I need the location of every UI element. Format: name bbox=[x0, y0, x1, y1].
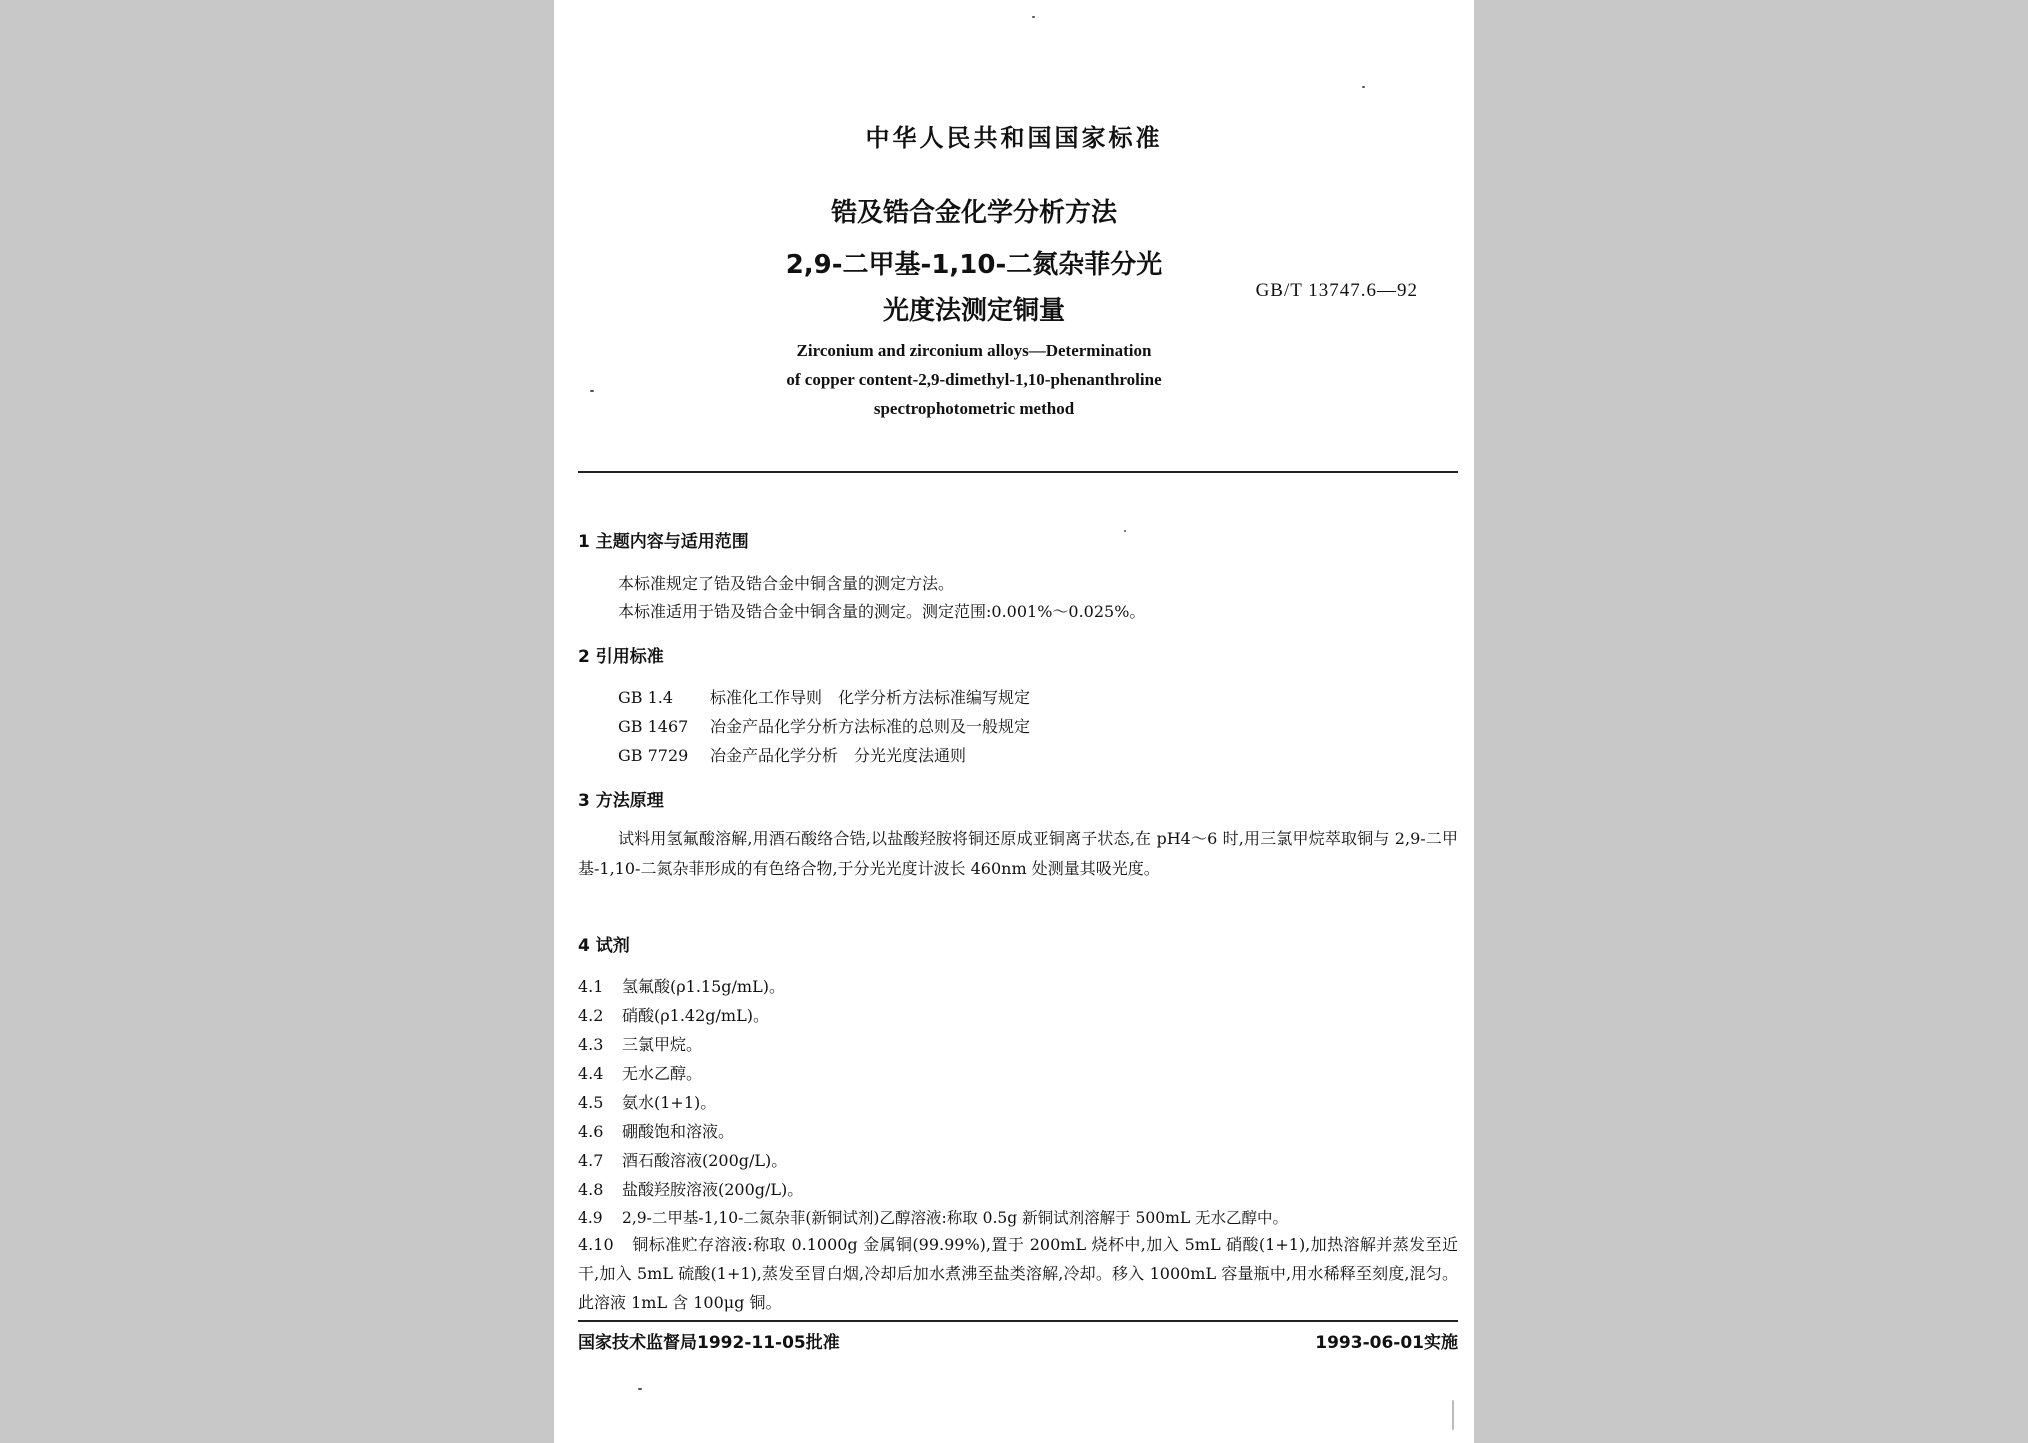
reagent-item bbox=[578, 974, 785, 997]
reagent-text: 硼酸饱和溶液。 bbox=[622, 1122, 735, 1141]
section-4-heading: 4 试剂 bbox=[578, 936, 630, 956]
scan-speck bbox=[1362, 86, 1365, 88]
scan-speck bbox=[1452, 1400, 1454, 1430]
reagent-text: 2,9-二甲基-1,10-二氮杂菲(新铜试剂)乙醇溶液:称取 0.5g 新铜试剂溶解于 500mL 无水乙醇中。 bbox=[622, 1209, 1289, 1227]
reagent-text: 无水乙醇。 bbox=[622, 1064, 703, 1083]
reagent-number: 4.5 bbox=[578, 1093, 604, 1112]
standard-code: GB/T 13747.6—92 bbox=[1255, 280, 1418, 301]
scan-speck bbox=[638, 1388, 642, 1390]
reference-code: GB 1.4 bbox=[618, 688, 674, 707]
reagent-item bbox=[578, 1090, 716, 1113]
reagent-number: 4.10 bbox=[578, 1235, 614, 1254]
reagent-text: 氢氟酸(ρ1.15g/mL)。 bbox=[622, 977, 785, 996]
title-en-line-1: Zirconium and zirconium alloys—Determination bbox=[796, 341, 1152, 360]
scan-speck bbox=[1032, 16, 1035, 18]
reagent-number: 4.2 bbox=[578, 1006, 604, 1025]
reference-code: GB 1467 bbox=[618, 717, 689, 736]
reagent-text: 酒石酸溶液(200g/L)。 bbox=[622, 1151, 788, 1170]
reagent-item bbox=[578, 1119, 734, 1142]
national-standard-heading: 中华人民共和国国家标准 bbox=[865, 124, 1163, 152]
reference-title: 标准化工作导则 化学分析方法标准编写规定 bbox=[710, 688, 1031, 707]
reagent-number: 4.1 bbox=[578, 977, 604, 996]
title-zh-line-3: 光度法测定铜量 bbox=[882, 296, 1065, 326]
reagent-item bbox=[578, 1003, 769, 1026]
reagent-item bbox=[578, 1148, 787, 1171]
title-zh-line-1: 锆及锆合金化学分析方法 bbox=[830, 198, 1117, 228]
reference-title: 冶金产品化学分析 分光光度法通则 bbox=[710, 746, 967, 765]
reagent-item bbox=[578, 1206, 1288, 1228]
scan-speck bbox=[590, 390, 594, 392]
implementation-date: 1993-06-01实施 bbox=[1315, 1333, 1458, 1353]
reagent-text: 氨水(1+1)。 bbox=[622, 1093, 717, 1112]
section-2-heading: 2 引用标准 bbox=[578, 647, 664, 667]
reference-item bbox=[618, 714, 1030, 737]
reference-item bbox=[618, 685, 1030, 708]
title-zh-line-2: 2,9-二甲基-1,10-二氮杂菲分光 bbox=[785, 250, 1163, 280]
reagent-text: 三氯甲烷。 bbox=[622, 1035, 703, 1054]
reference-code: GB 7729 bbox=[618, 746, 689, 765]
reference-item bbox=[618, 743, 966, 766]
reagent-item bbox=[578, 1177, 803, 1200]
scan-speck bbox=[1124, 530, 1126, 532]
section-1-line-2: 本标准适用于锆及锆合金中铜含量的测定。测定范围:0.001%～0.025%。 bbox=[618, 602, 1146, 621]
section-1-heading: 1 主题内容与适用范围 bbox=[578, 532, 749, 552]
reagent-number: 4.3 bbox=[578, 1035, 604, 1054]
reagent-text: 硝酸(ρ1.42g/mL)。 bbox=[622, 1006, 769, 1025]
reagent-number: 4.6 bbox=[578, 1122, 604, 1141]
section-3-heading: 3 方法原理 bbox=[578, 791, 664, 811]
footer-divider bbox=[578, 1320, 1458, 1322]
section-1-line-1: 本标准规定了锆及锆合金中铜含量的测定方法。 bbox=[618, 574, 955, 593]
title-en-line-3: spectrophotometric method bbox=[873, 399, 1075, 418]
reagent-text: 铜标准贮存溶液:称取 0.1000g 金属铜(99.99%),置于 200mL 烧杯中,加入 5mL 硝酸(1+1),加热溶解并蒸发至近干,加入 5mL 硫酸(1+1),蒸发至冒白烟,冷却后加水煮沸至盐类溶解,冷却。移入 1000mL 容量瓶中,用水稀释至刻度,混匀。此溶液 1mL 含 100μg 铜。 bbox=[578, 1235, 1458, 1312]
section-3-paragraph: 试料用氢氟酸溶解,用酒石酸络合锆,以盐酸羟胺将铜还原成亚铜离子状态,在 pH4～6 时,用三氯甲烷萃取铜与 2,9-二甲基-1,10-二氮杂菲形成的有色络合物,于分光光度计波长 460nm 处测量其吸光度。 bbox=[578, 829, 1458, 878]
reagent-item bbox=[578, 1061, 702, 1084]
header-divider bbox=[578, 471, 1458, 473]
reagent-number: 4.8 bbox=[578, 1180, 604, 1199]
reagent-number: 4.9 bbox=[578, 1209, 603, 1227]
document-page bbox=[554, 0, 1474, 1443]
approval-note: 国家技术监督局1992-11-05批准 bbox=[578, 1333, 840, 1353]
reagent-item bbox=[578, 1032, 702, 1055]
reagent-number: 4.4 bbox=[578, 1064, 604, 1083]
reagent-text: 盐酸羟胺溶液(200g/L)。 bbox=[622, 1180, 804, 1199]
reference-title: 冶金产品化学分析方法标准的总则及一般规定 bbox=[710, 717, 1031, 736]
title-en-line-2: of copper content-2,9-dimethyl-1,10-phenanthroline bbox=[786, 370, 1162, 389]
reagent-item-4-10 bbox=[578, 1230, 1458, 1317]
reagent-number: 4.7 bbox=[578, 1151, 604, 1170]
